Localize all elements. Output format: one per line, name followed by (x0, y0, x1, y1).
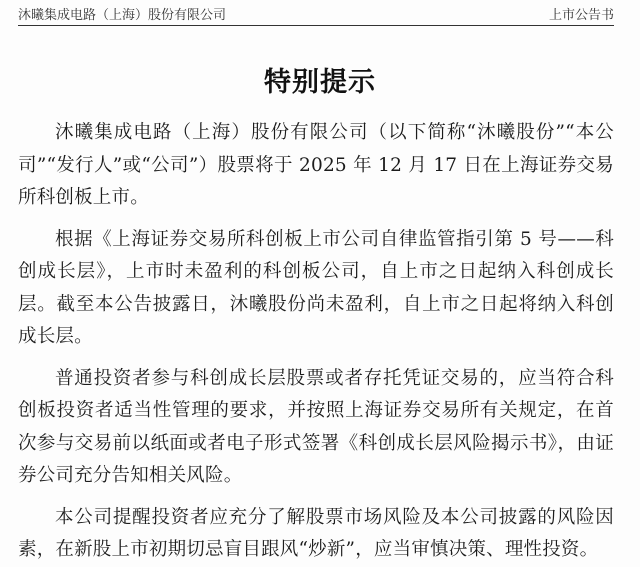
paragraph-investor-suitability: 普通投资者参与科创成长层股票或者存托凭证交易的，应当符合科创板投资者适当性管理的要求，并按照上海证券交易所有关规定，在首次参与交易前以纸面或者电子形式签署《科创成长层风险揭示书》，由证券公司充分告知相关风险。 (18, 367, 614, 486)
paragraph-growth-tier: 根据《上海证券交易所科创板上市公司自律监管指引第 5 号——科创成长层》，上市时未盈利的科创板公司，自上市之日起纳入科创成长层。截至本公告披露日，沐曦股份尚未盈利，自上市之日起将纳入科创成长层。 (18, 228, 614, 347)
paragraph-risk-reminder: 本公司提醒投资者应充分了解股票市场风险及本公司披露的风险因素，在新股上市初期切忌盲目跟风“炒新”，应当审慎决策、理性投资。 (18, 506, 614, 560)
page-header (18, 6, 614, 26)
document-body (18, 117, 614, 567)
header-document-type: 上市公告书 (548, 8, 614, 23)
header-company-name: 沐曦集成电路（上海）股份有限公司 (18, 8, 227, 23)
paragraph-listing-date: 沐曦集成电路（上海）股份有限公司（以下简称“沐曦股份”“本公司”“发行人”或“公司”）股票将于 2025 年 12 月 17 日在上海证券交易所科创板上市。 (18, 122, 614, 208)
section-title: 特别提示 (264, 67, 376, 98)
